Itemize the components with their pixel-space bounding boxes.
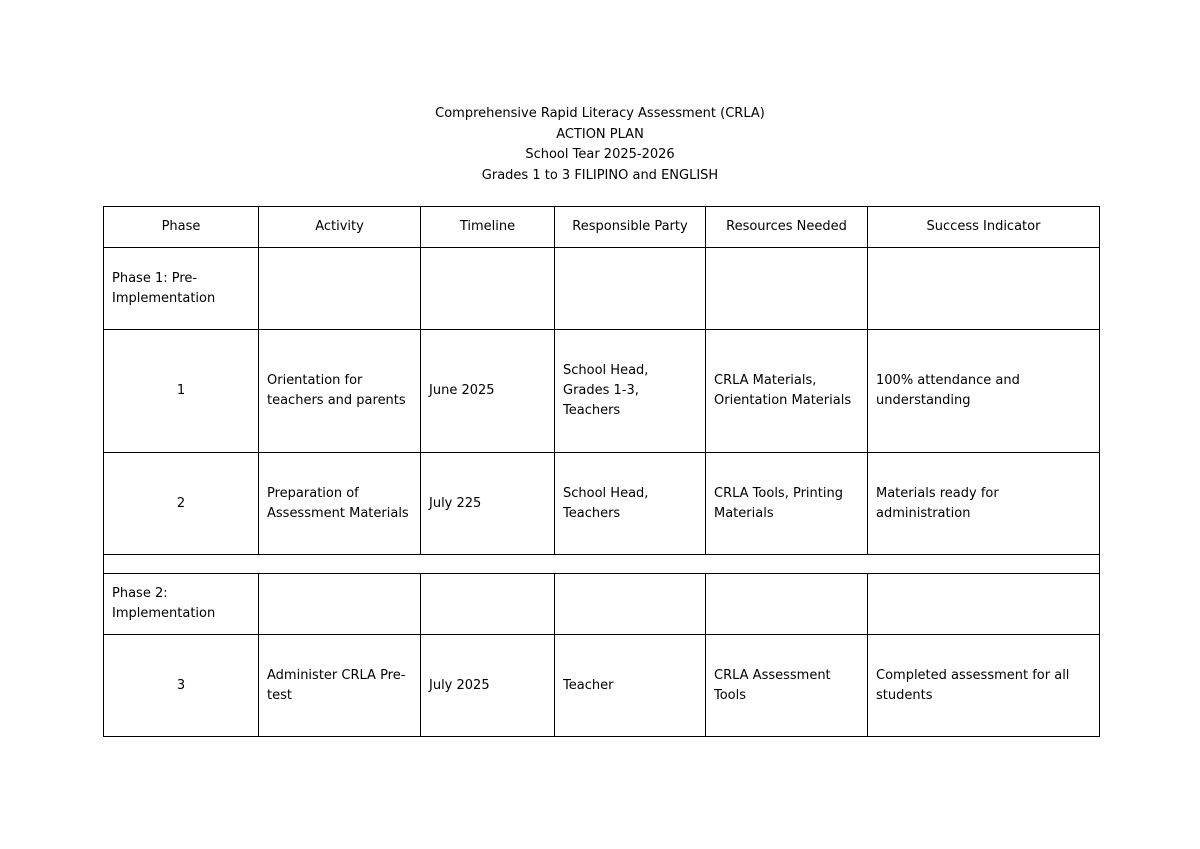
- phase-label: Phase 2: Implementation: [104, 574, 259, 635]
- empty-cell: [555, 574, 706, 635]
- cell-success-indicator: 100% attendance and understanding: [868, 330, 1100, 453]
- table-header-row: [104, 207, 1100, 248]
- cell-timeline: July 2025: [421, 635, 555, 737]
- cell-timeline: July 225: [421, 453, 555, 555]
- empty-cell: [706, 248, 868, 330]
- cell-phase: 3: [104, 635, 259, 737]
- table-row: [104, 330, 1100, 453]
- cell-phase: 1: [104, 330, 259, 453]
- column-header-responsible-party: Responsible Party: [555, 207, 706, 248]
- phase-row: [104, 574, 1100, 635]
- document-title: Comprehensive Rapid Literacy Assessment (CRLA): [435, 106, 765, 121]
- grades-line: Grades 1 to 3 FILIPINO and ENGLISH: [481, 167, 719, 183]
- cell-activity: Preparation of Assessment Materials: [259, 453, 421, 555]
- table-row: [104, 453, 1100, 555]
- cell-resources-needed: CRLA Assessment Tools: [706, 635, 868, 737]
- empty-cell: [868, 248, 1100, 330]
- phase-row: [104, 248, 1100, 330]
- empty-cell: [868, 574, 1100, 635]
- spacer-row: [104, 555, 1100, 574]
- school-year: School Tear 2025-2026: [525, 147, 675, 162]
- phase-label: Phase 1: Pre-Implementation: [104, 248, 259, 330]
- cell-responsible-party: School Head, Teachers: [555, 453, 706, 555]
- cell-resources-needed: CRLA Tools, Printing Materials: [706, 453, 868, 555]
- cell-timeline: June 2025: [421, 330, 555, 453]
- empty-cell: [706, 574, 868, 635]
- cell-responsible-party: School Head, Grades 1-3, Teachers: [555, 330, 706, 453]
- cell-success-indicator: Completed assessment for all students: [868, 635, 1100, 737]
- column-header-success-indicator: Success Indicator: [868, 207, 1100, 248]
- column-header-activity: Activity: [259, 207, 421, 248]
- column-header-phase: Phase: [104, 207, 259, 248]
- document-header: [0, 104, 1200, 186]
- empty-cell: [259, 248, 421, 330]
- table-row: [104, 635, 1100, 737]
- empty-cell: [259, 574, 421, 635]
- cell-success-indicator: Materials ready for administration: [868, 453, 1100, 555]
- empty-cell: [421, 248, 555, 330]
- column-header-resources-needed: Resources Needed: [706, 207, 868, 248]
- column-header-timeline: Timeline: [421, 207, 555, 248]
- cell-responsible-party: Teacher: [555, 635, 706, 737]
- cell-activity: Administer CRLA Pre-test: [259, 635, 421, 737]
- cell-activity: Orientation for teachers and parents: [259, 330, 421, 453]
- empty-cell: [421, 574, 555, 635]
- spacer-cell: [104, 555, 1100, 574]
- cell-resources-needed: CRLA Materials, Orientation Materials: [706, 330, 868, 453]
- document-subtitle: ACTION PLAN: [556, 126, 644, 142]
- empty-cell: [555, 248, 706, 330]
- cell-phase: 2: [104, 453, 259, 555]
- action-plan-table: [103, 206, 1100, 737]
